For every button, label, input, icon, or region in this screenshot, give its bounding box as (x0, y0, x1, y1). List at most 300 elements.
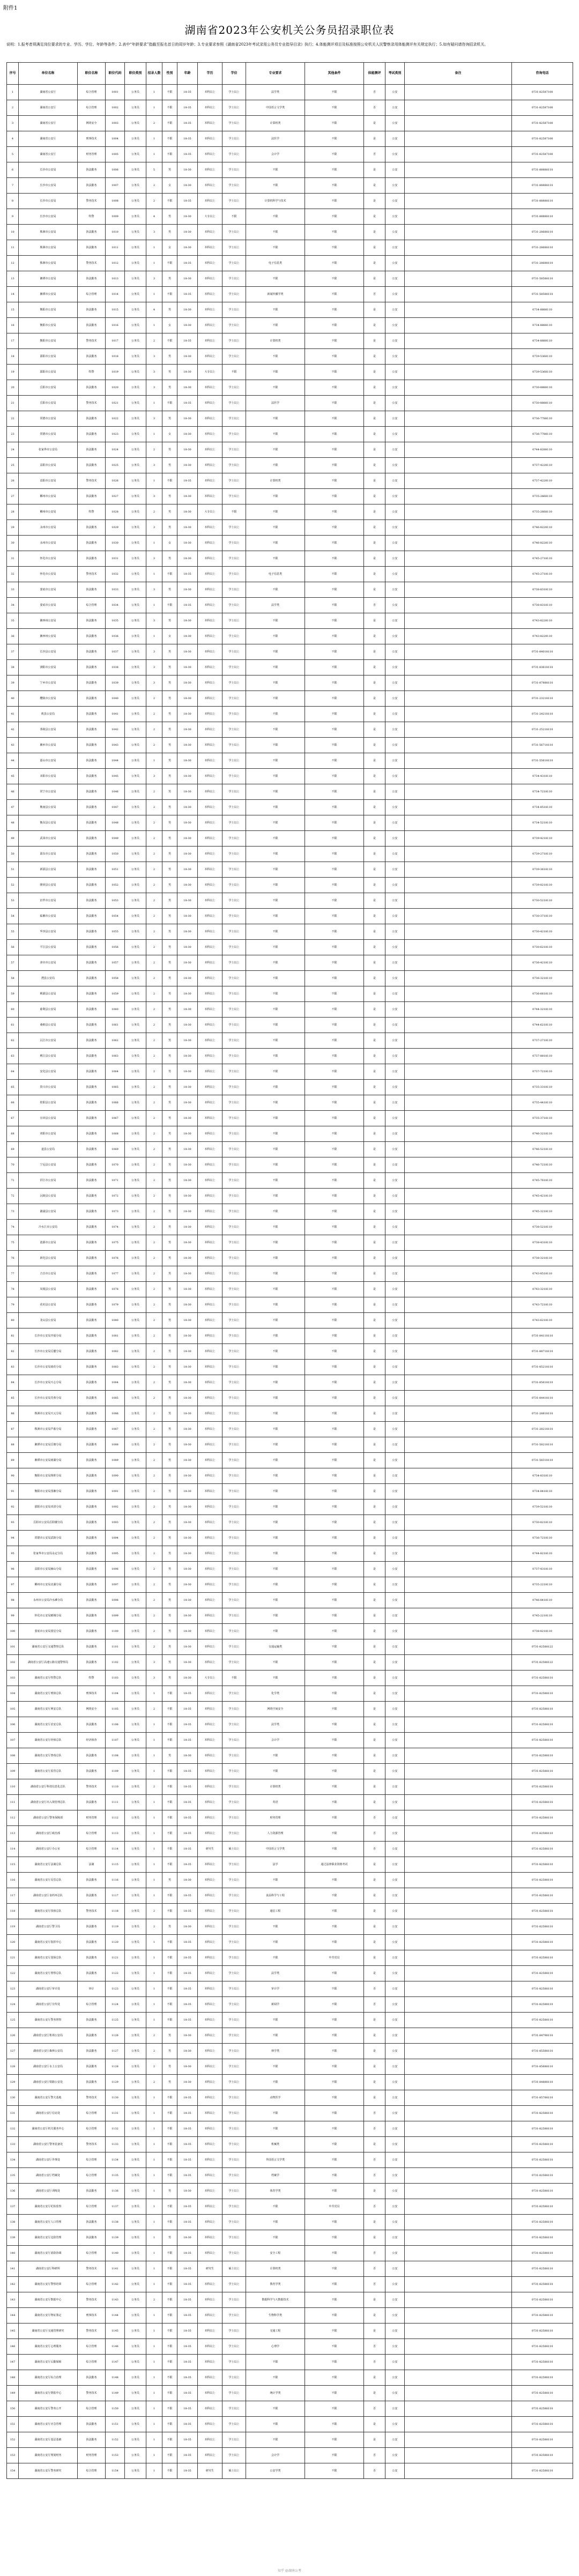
table-cell: 执法勤务 (78, 1499, 106, 1515)
table-cell: 公务员 (125, 2246, 146, 2261)
table-cell: 公务员 (125, 1686, 146, 1702)
table-cell: 湖南省公安厅警务研究 (19, 2463, 78, 2479)
table-cell: 本科以上 (198, 380, 222, 396)
table-cell: 18-30 (177, 878, 198, 893)
table-cell: 是 (364, 1375, 385, 1391)
table-cell: 公务员 (125, 2323, 146, 2339)
table-cell: 执法勤务 (78, 1235, 106, 1251)
table-cell: 湖南省公安厅物证鉴定 (19, 2308, 78, 2323)
table-cell: 公安 (385, 1375, 405, 1391)
table-row (7, 147, 573, 162)
table-cell: 不限 (305, 100, 364, 116)
table-cell (405, 551, 512, 567)
table-cell: 13 (7, 271, 19, 287)
table-cell: 本科以上 (198, 955, 222, 971)
table-cell: 学士以上 (222, 256, 246, 271)
table-cell: 18-35 (177, 2432, 198, 2448)
table-cell: 执法勤务 (78, 2013, 106, 2028)
table-cell: 本科以上 (198, 2432, 222, 2448)
table-cell: 男 (162, 1748, 177, 1764)
table-cell: 1111 (106, 1795, 125, 1810)
table-row (7, 2355, 573, 2370)
table-row (7, 1126, 573, 1142)
table-cell: 不限 (305, 1344, 364, 1360)
table-cell: 25 (7, 458, 19, 473)
table-cell: 1028 (106, 504, 125, 520)
table-cell: 1057 (106, 955, 125, 971)
table-cell (405, 380, 512, 396)
table-cell: 1 (146, 2339, 162, 2355)
table-row (7, 909, 573, 924)
table-cell: 是 (364, 2417, 385, 2432)
table-row (7, 940, 573, 955)
table-cell: 公务员 (125, 2370, 146, 2386)
table-cell: 不限 (246, 1328, 305, 1344)
column-header: 性别 (162, 63, 177, 85)
table-cell: 1073 (106, 1204, 125, 1220)
table-cell: 不限 (305, 380, 364, 396)
table-cell: 男 (162, 1220, 177, 1235)
table-cell: 1 (146, 1686, 162, 1702)
table-cell: 不限 (246, 1950, 305, 1966)
table-cell: 计算机类 (246, 473, 305, 489)
table-cell: 本科以上 (198, 1810, 222, 1826)
table-cell: 不限 (305, 1406, 364, 1422)
table-cell: 攸县公安局 (19, 707, 78, 722)
table-cell: 怀化市公安局 (19, 567, 78, 582)
table-cell: 1 (146, 2246, 162, 2261)
table-row (7, 1251, 573, 1266)
table-cell: 警务技术 (78, 1904, 106, 1919)
table-cell: 1122 (106, 1966, 125, 1981)
table-cell (405, 644, 512, 660)
table-cell: 公安学类 (246, 2463, 305, 2479)
table-cell: 1038 (106, 660, 125, 675)
table-cell: 公安 (385, 940, 405, 955)
table-cell: 19 (7, 365, 19, 380)
table-cell: 学士以上 (222, 1733, 246, 1748)
table-cell: 1139 (106, 2230, 125, 2246)
table-cell: 不限 (162, 100, 177, 116)
table-cell: 是 (364, 1608, 385, 1624)
table-cell: 本科以上 (198, 1888, 222, 1904)
table-cell: 执法勤务 (78, 1624, 106, 1639)
table-cell: 女 (162, 240, 177, 256)
table-cell: 男 (162, 162, 177, 178)
table-cell: 湖南省公安厅警务装备处 (19, 2137, 78, 2152)
table-cell: 不限 (305, 1375, 364, 1391)
table-cell: 58 (7, 971, 19, 986)
table-cell: 1131 (106, 2106, 125, 2121)
table-cell: 是 (364, 1593, 385, 1608)
table-cell: 男 (162, 1624, 177, 1639)
table-cell: 不限 (305, 1157, 364, 1173)
table-cell: 是 (364, 1577, 385, 1593)
table-cell: 44 (7, 753, 19, 769)
table-cell: 是 (364, 1049, 385, 1064)
table-cell: 学士以上 (222, 1080, 246, 1095)
table-cell: 1 (146, 2386, 162, 2401)
table-cell: 公务员 (125, 396, 146, 411)
table-cell: 冷水江市公安局 (19, 1220, 78, 1235)
table-cell: 学士以上 (222, 1095, 246, 1111)
table-cell: 公务员 (125, 1748, 146, 1764)
table-cell: 公务员 (125, 1282, 146, 1297)
table-cell: 学士以上 (222, 1764, 246, 1779)
table-cell: 男 (162, 349, 177, 365)
table-cell: 学士以上 (222, 1173, 246, 1189)
table-row (7, 240, 573, 256)
table-cell: 1109 (106, 1764, 125, 1779)
table-cell: 不限 (305, 1002, 364, 1018)
table-cell: 76 (7, 1251, 19, 1266)
table-cell: 学士以上 (222, 784, 246, 800)
table-cell (405, 1717, 512, 1733)
table-cell: 2 (146, 1344, 162, 1360)
table-cell: 1136 (106, 2184, 125, 2199)
table-cell: 公务员 (125, 955, 146, 971)
table-cell: 学士以上 (222, 380, 246, 396)
table-cell: 执法勤务 (78, 271, 106, 287)
table-cell (405, 598, 512, 613)
table-cell: 1071 (106, 1173, 125, 1189)
table-cell: 湖南省公安厅人口管理 (19, 2215, 78, 2230)
table-cell: 学士以上 (222, 1997, 246, 2013)
table-cell: 本科以上 (198, 2277, 222, 2292)
table-cell: 不限 (305, 2106, 364, 2121)
table-cell: 2 (146, 707, 162, 722)
table-cell: 18-30 (177, 1344, 198, 1360)
table-cell (405, 784, 512, 800)
table-cell: 否 (364, 1826, 385, 1842)
table-cell: 公务员 (125, 878, 146, 893)
table-cell: 不限 (305, 1593, 364, 1608)
table-cell: 执法勤务 (78, 1593, 106, 1608)
table-cell (405, 178, 512, 194)
table-cell: 公务员 (125, 1904, 146, 1919)
table-cell: 湖南省公安厅警犬基地 (19, 2090, 78, 2106)
table-cell: 不限 (246, 1577, 305, 1593)
table-cell: 湖南省公安厅审计处 (19, 1981, 78, 1997)
table-cell: 18-30 (177, 1266, 198, 1282)
table-cell: 1093 (106, 1515, 125, 1531)
table-cell (405, 1826, 512, 1842)
table-cell: 湖南省公安厅 (19, 100, 78, 116)
table-cell: 1 (146, 2355, 162, 2370)
table-cell: 1095 (106, 1546, 125, 1562)
table-row (7, 2152, 573, 2168)
table-cell: 公安 (385, 1904, 405, 1919)
table-cell: 是 (364, 924, 385, 940)
table-cell: 法学类 (246, 85, 305, 100)
table-cell: 宁远县公安局 (19, 1157, 78, 1173)
table-cell: 88 (7, 1437, 19, 1453)
table-cell: 1026 (106, 473, 125, 489)
table-cell: 是 (364, 1531, 385, 1546)
table-cell: 公务员 (125, 1639, 146, 1655)
table-cell: 公安 (385, 1779, 405, 1795)
table-cell: 警务技术 (78, 256, 106, 271)
table-cell: 1075 (106, 1235, 125, 1251)
table-row (7, 1748, 573, 1764)
table-cell: 学士以上 (222, 1531, 246, 1546)
table-cell (405, 1608, 512, 1624)
table-cell: 法学类 (246, 1966, 305, 1981)
table-cell: 湖南省公安厅刑侦总队 (19, 1686, 78, 1702)
table-cell: 桃源县公安局 (19, 986, 78, 1002)
table-cell: 124 (7, 1997, 19, 2013)
table-cell: 执法勤务 (78, 1795, 106, 1810)
table-cell: 0744-8218110 (512, 1546, 573, 1562)
table-cell: 0734-4318110 (512, 769, 573, 784)
table-row (7, 1002, 573, 1018)
table-row (7, 365, 573, 380)
table-cell: 0731-82588110 (512, 1873, 573, 1888)
table-cell: 执法勤务 (78, 2059, 106, 2075)
table-cell: 男 (162, 2230, 177, 2246)
table-cell: 公安 (385, 2044, 405, 2059)
table-cell: 男 (162, 815, 177, 831)
table-cell: 公务员 (125, 1375, 146, 1391)
table-cell: 公务员 (125, 100, 146, 116)
table-cell: 不限 (162, 256, 177, 271)
table-cell: 本科以上 (198, 2401, 222, 2417)
table-cell: 18-35 (177, 1826, 198, 1842)
table-cell (405, 738, 512, 753)
table-cell: 学士以上 (222, 1873, 246, 1888)
table-cell: 不限 (305, 1748, 364, 1764)
table-cell (405, 1562, 512, 1577)
table-cell: 执法勤务 (78, 442, 106, 458)
table-cell: 是 (364, 396, 385, 411)
table-cell: 3 (146, 1655, 162, 1671)
table-cell: 不限 (246, 2215, 305, 2230)
table-cell: 计算机类 (246, 1779, 305, 1795)
table-cell: 67 (7, 1111, 19, 1126)
table-cell: 本科以上 (198, 1826, 222, 1842)
table-cell: 18-30 (177, 1531, 198, 1546)
table-cell: 本科以上 (198, 1453, 222, 1468)
table-cell: 公务员 (125, 2308, 146, 2323)
table-cell: 2 (146, 986, 162, 1002)
table-cell: 0731-82588110 (512, 1810, 573, 1826)
table-cell: 本科以上 (198, 1935, 222, 1950)
table-cell: 18-30 (177, 1515, 198, 1531)
table-cell: 男 (162, 1111, 177, 1126)
table-cell: 本科以上 (198, 1795, 222, 1810)
table-cell: 公安 (385, 1795, 405, 1810)
table-cell: 公务员 (125, 333, 146, 349)
table-cell: 不限 (305, 2323, 364, 2339)
table-cell: 55 (7, 924, 19, 940)
table-cell (405, 411, 512, 427)
table-cell: 不限 (305, 582, 364, 598)
table-cell: 18-30 (177, 1157, 198, 1173)
table-cell: 75 (7, 1235, 19, 1251)
table-cell: 18-30 (177, 1080, 198, 1095)
table-cell: 教育学类 (246, 2277, 305, 2292)
table-cell: 不限 (305, 1624, 364, 1639)
table-cell: 执法勤务 (78, 1344, 106, 1360)
table-cell: 26 (7, 473, 19, 489)
table-cell: 本科以上 (198, 1142, 222, 1157)
table-cell: 本科以上 (198, 940, 222, 955)
table-cell: 不限 (162, 1686, 177, 1702)
table-cell: 公务员 (125, 271, 146, 287)
table-cell: 本科以上 (198, 489, 222, 504)
table-cell: 公务员 (125, 1344, 146, 1360)
table-cell: 不限 (246, 1608, 305, 1624)
table-cell: 18-35 (177, 1950, 198, 1966)
table-cell: 大专以上 (198, 504, 222, 520)
table-cell: 不限 (246, 2417, 305, 2432)
table-cell: 本科以上 (198, 1764, 222, 1779)
table-cell: 不限 (305, 893, 364, 909)
table-cell (405, 1857, 512, 1873)
table-cell: 公务员 (125, 194, 146, 209)
table-cell: 2 (146, 1499, 162, 1515)
table-row (7, 225, 573, 240)
table-cell: 公务员 (125, 1733, 146, 1748)
table-cell (405, 2106, 512, 2121)
table-cell: 0746-8228110 (512, 520, 573, 536)
table-cell: 1085 (106, 1391, 125, 1406)
table-cell (405, 1795, 512, 1810)
table-cell: 0731-82588110 (512, 2230, 573, 2246)
table-cell: 男 (162, 551, 177, 567)
table-cell: 115 (7, 1857, 19, 1873)
table-cell: 综合管理 (78, 1997, 106, 2013)
table-cell: 公务员 (125, 2168, 146, 2184)
table-cell: 特警 (78, 504, 106, 520)
table-cell: 学士以上 (222, 2090, 246, 2106)
table-cell: 学士以上 (222, 318, 246, 333)
table-cell: 不限 (305, 1997, 364, 2013)
table-cell: 公务员 (125, 2121, 146, 2137)
table-cell: 是 (364, 380, 385, 396)
table-cell: 学士以上 (222, 178, 246, 194)
table-cell: 综合管理 (78, 2152, 106, 2168)
table-cell: 0731-85218110 (512, 1360, 573, 1375)
table-cell: 1086 (106, 1406, 125, 1422)
table-cell: 公安 (385, 1033, 405, 1049)
table-cell: 66 (7, 1095, 19, 1111)
table-cell (405, 2463, 512, 2479)
table-cell: 1103 (106, 1671, 125, 1686)
table-cell: 87 (7, 1422, 19, 1437)
table-cell: 2 (146, 784, 162, 800)
table-cell: 学士以上 (222, 1360, 246, 1375)
table-cell: 18-35 (177, 2401, 198, 2417)
column-header: 年龄 (177, 63, 198, 85)
table-cell: 122 (7, 1966, 19, 1981)
table-cell: 不限 (246, 209, 305, 225)
table-cell: 学士以上 (222, 1157, 246, 1173)
table-cell: 计算机类 (246, 333, 305, 349)
table-cell: 1067 (106, 1111, 125, 1126)
table-cell: 男 (162, 909, 177, 924)
table-row (7, 396, 573, 411)
table-cell: 体育学类 (246, 2184, 305, 2199)
table-cell (405, 116, 512, 131)
table-cell (405, 1935, 512, 1950)
table-cell: 18-30 (177, 955, 198, 971)
table-cell: 0743-6218110 (512, 1313, 573, 1328)
table-cell: 学士以上 (222, 2432, 246, 2448)
table-cell: 10 (7, 225, 19, 240)
table-cell: 18-30 (177, 442, 198, 458)
table-cell: 湖南省公安厅交通警察总队 (19, 1639, 78, 1655)
table-row (7, 2028, 573, 2044)
table-cell: 不限 (162, 2199, 177, 2215)
table-cell: 学士以上 (222, 644, 246, 660)
table-cell: 学士以上 (222, 1904, 246, 1919)
table-cell: 公务员 (125, 1997, 146, 2013)
table-cell: 是 (364, 2184, 385, 2199)
table-cell: 公务员 (125, 1546, 146, 1562)
table-cell: 本科以上 (198, 2090, 222, 2106)
table-row (7, 1484, 573, 1499)
table-cell: 18-30 (177, 815, 198, 831)
table-cell: 1147 (106, 2355, 125, 2370)
table-cell: 不限 (246, 1080, 305, 1095)
table-cell (405, 2137, 512, 2152)
table-cell: 不限 (305, 1639, 364, 1655)
table-cell: 不限 (305, 1095, 364, 1111)
table-cell: 不限 (162, 2106, 177, 2121)
table-cell: 不限 (305, 2339, 364, 2355)
table-cell: 女 (162, 427, 177, 442)
table-cell: 1129 (106, 2075, 125, 2090)
table-cell: 1 (146, 1950, 162, 1966)
table-cell: 否 (364, 1981, 385, 1997)
table-cell: 1041 (106, 707, 125, 722)
table-cell: 公务员 (125, 2261, 146, 2277)
table-cell: 0739-2718110 (512, 847, 573, 862)
table-cell (405, 769, 512, 784)
table-cell (405, 2075, 512, 2090)
table-cell: 不限 (305, 1297, 364, 1313)
table-cell: 是 (364, 520, 385, 536)
table-cell: 0731-82588110 (512, 1686, 573, 1702)
table-cell: 男 (162, 1328, 177, 1344)
table-cell: 学士以上 (222, 1717, 246, 1733)
table-cell: 本科以上 (198, 1779, 222, 1795)
table-cell: 不限 (162, 131, 177, 147)
table-cell: 0731-58588110 (512, 287, 573, 302)
table-cell: 3 (146, 613, 162, 629)
table-cell: 执法勤务 (78, 1064, 106, 1080)
table-cell: 是 (364, 2292, 385, 2308)
table-cell: 食品科学与工程 (246, 1888, 305, 1904)
table-cell: 学士以上 (222, 85, 246, 100)
table-cell: 不限 (305, 131, 364, 147)
table-cell: 公务员 (125, 2432, 146, 2448)
table-cell: 本科以上 (198, 971, 222, 986)
table-cell: 1036 (106, 629, 125, 644)
table-cell: 是 (364, 909, 385, 924)
table-cell: 2 (146, 1126, 162, 1142)
table-cell: 学士以上 (222, 940, 246, 955)
table-cell: 男 (162, 986, 177, 1002)
table-cell: 是 (364, 1655, 385, 1671)
table-cell: 学士以上 (222, 1049, 246, 1064)
table-cell: 2 (146, 1204, 162, 1220)
table-cell: 1055 (106, 924, 125, 940)
table-cell: 114 (7, 1842, 19, 1857)
table-cell: 本科以上 (198, 2339, 222, 2355)
table-cell: 执法勤务 (78, 2230, 106, 2246)
